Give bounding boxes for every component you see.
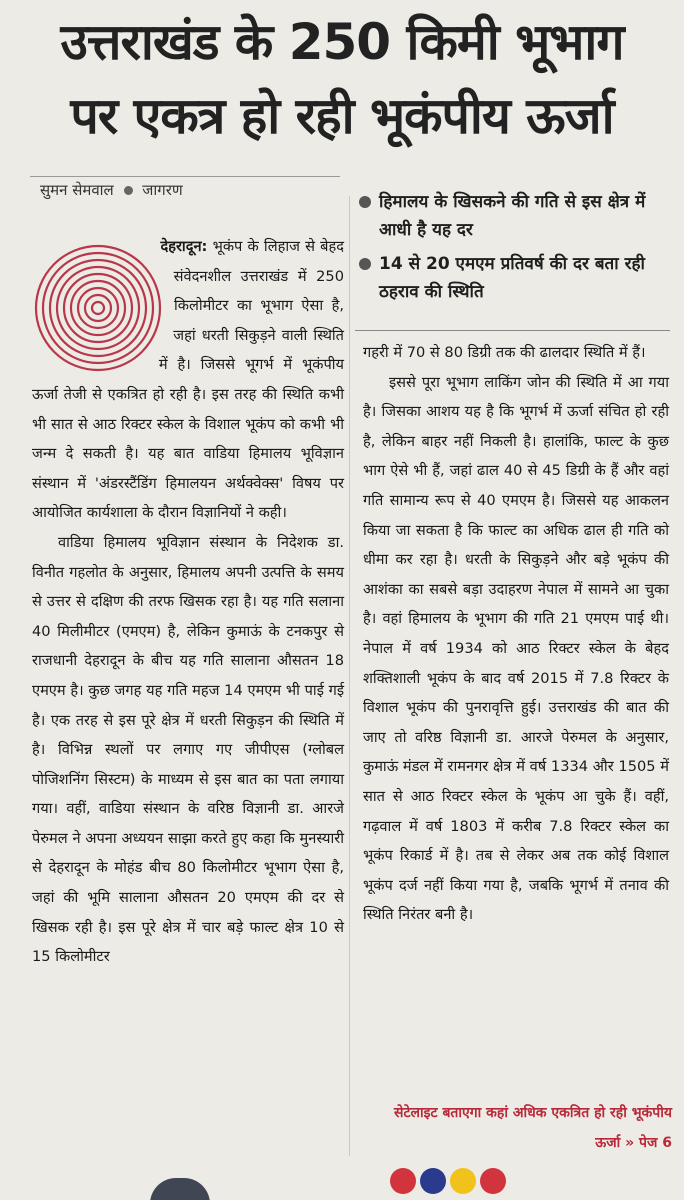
publication-name: जागरण	[142, 181, 183, 199]
bullet-icon	[359, 196, 371, 208]
highlights-box	[357, 188, 667, 312]
spiral-graphic-icon	[32, 238, 164, 378]
headline-line-2: पर एकत्र हो रही भूकंपीय ऊर्जा	[70, 87, 614, 145]
highlight-item	[357, 250, 667, 306]
paragraph-text: इससे पूरा भूभाग लाकिंग जोन की स्थिति में आ गया है। जिसका आशय यह है कि भूगर्भ में ऊर्जा संचित हो रही है, लेकिन बाहर नहीं निकली है। हालांकि, फाल्ट के कुछ भाग ऐसे भी हैं, जहां ढाल 40 से 45 डिग्री के हैं और वहां गति सामान्य रूप से 40 एमएम है। जिससे यह आकलन किया जा सकता है कि फाल्ट का अधिक ढाल ही गति को धीमा कर रहा है। धरती के सिकुड़ने और बड़े भूकंप की आशंका का सबसे बड़ा उदाहरण नेपाल में सामने आ चुका है। वहां हिमालय के भूभाग की गति 21 एमएम पाई थी। नेपाल में वर्ष 1934 को आठ रिक्टर स्केल के बेहद शक्तिशाली भूकंप के बाद वर्ष 2015 में 7.8 रिक्टर के विशाल भूकंप की पुनरावृत्ति हुई। उत्तराखंड की बात की जाए तो वरिष्ठ विज्ञानी डा. आरजे पेरुमल के अनुसार, कुमाऊं मंडल में रामनगर क्षेत्र में वर्ष 1334 और 1505 में सात से आठ रिक्टर स्केल के भूकंप आ चुके हैं। वहीं, गढ़वाल में वर्ष 1803 में करीब 7.8 रिक्टर स्केल का भूकंप रिकार्ड में है। तब से लेकर अब तक कोई विशाल भूकंप दर्ज नहीं किया गया है, जबकि भूगर्भ में तनाव की स्थिति निरंतर बनी है।	[363, 373, 669, 924]
highlight-text: हिमालय के खिसकने की गति से इस क्षेत्र में आधी है यह दर	[379, 192, 646, 240]
registration-dot-icon	[390, 1168, 416, 1194]
dateline: देहरादून:	[160, 238, 208, 255]
byline	[40, 180, 183, 200]
lead-paragraph	[32, 232, 344, 528]
paragraph-text: वाडिया हिमालय भूविज्ञान संस्थान के निदेशक डा. विनीत गहलोत के अनुसार, हिमालय अपनी उत्पत्ति के समय से उत्तर से दक्षिण की तरफ खिसक रहा है। यह गति सलाना 40 मिलीमीटर (एमएम) है, लेकिन कुमाऊं के टनकपुर से राजधानी देहरादून के बीच यह गति सालाना औसतन 18 एमएम है। कुछ जगह यह गति महज 14 एमएम भी पाई गई है। एक तरह से इस पूरे क्षेत्र में धरती सिकुड़न की स्थिति में है। विभिन्न स्थलों पर लगाए गए जीपीएस (ग्लोबल पोजिशनिंग सिस्टम) के माध्यम से इस बात का पता लगाया गया। वहीं, वाडिया संस्थान के वरिष्ठ विज्ञानी डा. आरजे पेरुमल ने अपना अध्ययन साझा करते हुए कहा कि मुनस्यारी से देहरादून के मोहंड बीच 80 किलोमीटर भूभाग ऐसा है, जहां की भूमि सालाना औसतन 20 एमएम की दर से खिसक रही है। इस पूरे क्षेत्र में चार बड़े फाल्ट क्षेत्र 10 से 15 किलोमीटर	[32, 533, 344, 966]
author-name: सुमन सेमवाल	[40, 181, 114, 199]
paragraph-text: भूकंप के लिहाज से बेहद संवेदनशील उत्तराखंड में 250 किलोमीटर का भूभाग ऐसा है, जहां धरती सिकुड़ने वाली स्थिति में है। जिससे भूगर्भ में भूकंपीय ऊर्जा तेजी से एकत्रित हो रही है। इस तरह की स्थिति कभी भी सात से आठ रिक्टर स्केल के विशाल भूकंप को कभी भी जन्म दे सकती है। यह बात वाडिया हिमालय भूविज्ञान संस्थान में 'अंडरस्टैंडिंग हिमालयन अर्थक्वेक्स' विषय पर आयोजित कार्यशाला के दौरान विज्ञानियों ने कही।	[32, 238, 345, 522]
headline	[12, 10, 672, 148]
article-column-right	[363, 338, 669, 930]
byline-rule	[30, 176, 340, 177]
headline-line-1: उत्तराखंड के 250 किमी भूभाग	[60, 13, 624, 71]
byline-separator-dot	[124, 186, 133, 195]
paragraph-text: गहरी में 70 से 80 डिग्री तक की ढालदार स्थिति में हैं।	[363, 344, 646, 361]
double-arrow-icon: »	[625, 1135, 635, 1151]
registration-marks	[390, 1168, 520, 1194]
registration-dot-icon	[480, 1168, 506, 1194]
registration-dot-icon	[420, 1168, 446, 1194]
highlight-item	[357, 188, 667, 244]
column-divider	[349, 196, 350, 1156]
highlight-text: 14 से 20 एमएम प्रतिवर्ष की दर बता रही ठहराव की स्थिति	[379, 254, 645, 302]
bullet-icon	[359, 258, 371, 270]
article-column-left	[32, 232, 344, 972]
teaser-text: सेटेलाइट बताएगा कहां अधिक एकत्रित हो रही भूकंपीय ऊर्जा	[394, 1105, 672, 1151]
highlights-rule	[355, 330, 670, 331]
page-reference: पेज 6	[639, 1135, 672, 1151]
related-story-teaser[interactable]	[392, 1098, 672, 1158]
photo-edge-shadow	[150, 1178, 210, 1200]
registration-dot-icon	[450, 1168, 476, 1194]
